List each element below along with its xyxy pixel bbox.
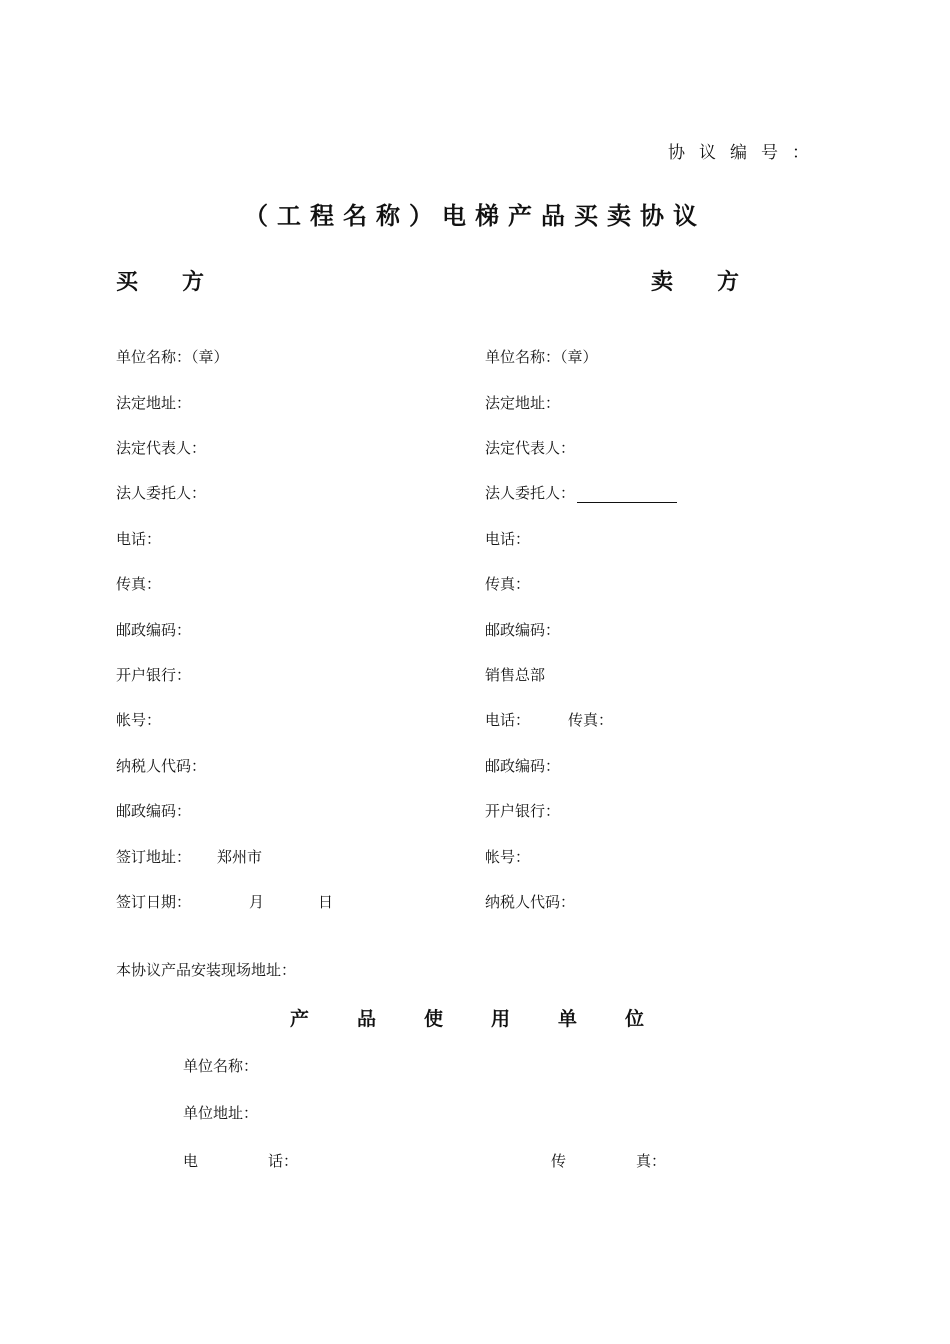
buyer-legal-address: 法定地址：: [116, 394, 192, 412]
seller-account: 帐号：: [485, 848, 531, 866]
buyer-phone: 电话：: [116, 530, 162, 548]
buyer-postal-code-2: 邮政编码：: [116, 802, 192, 820]
seller-phone: 电话：: [485, 530, 531, 548]
user-unit-phone-char2: 话：: [268, 1152, 299, 1170]
seller-authorized-agent: 法人委托人：: [485, 484, 576, 502]
buyer-account: 帐号：: [116, 711, 162, 729]
seller-company-name: 单位名称：（章）: [485, 348, 598, 366]
seller-heading: 卖方: [651, 269, 784, 295]
install-site-label: 本协议产品安装现场地址：: [116, 961, 297, 979]
buyer-signing-date-label: 签订日期：: [116, 893, 192, 911]
buyer-heading: 买方: [116, 269, 249, 295]
user-unit-company-name: 单位名称：: [183, 1057, 259, 1075]
seller-legal-representative: 法定代表人：: [485, 439, 576, 457]
document-title: （工程名称）电梯产品买卖协议: [244, 201, 706, 230]
seller-authorized-agent-blank: [577, 486, 677, 503]
buyer-legal-representative: 法定代表人：: [116, 439, 207, 457]
buyer-fax: 传真：: [116, 575, 162, 593]
seller-legal-address: 法定地址：: [485, 394, 561, 412]
buyer-signing-place-value: 郑州市: [217, 848, 263, 866]
user-unit-heading: 产品使用单位: [290, 1008, 693, 1030]
user-unit-company-address: 单位地址：: [183, 1104, 259, 1122]
buyer-signing-place-label: 签订地址：: [116, 848, 192, 866]
seller-fax: 传真：: [485, 575, 531, 593]
seller-hq-phone: 电话：: [485, 711, 531, 729]
user-unit-phone-char1: 电: [183, 1152, 199, 1170]
seller-sales-hq: 销售总部: [485, 666, 546, 684]
buyer-bank: 开户银行：: [116, 666, 192, 684]
agreement-number-label: 协议编号：: [668, 143, 823, 163]
buyer-signing-date-month: 月: [249, 893, 265, 911]
user-unit-fax-char1: 传: [551, 1152, 567, 1170]
buyer-authorized-agent: 法人委托人：: [116, 484, 207, 502]
buyer-taxpayer-code: 纳税人代码：: [116, 757, 207, 775]
seller-taxpayer-code: 纳税人代码：: [485, 893, 576, 911]
buyer-signing-date-day: 日: [318, 893, 334, 911]
seller-postal-code: 邮政编码：: [485, 621, 561, 639]
seller-hq-fax: 传真：: [568, 711, 614, 729]
seller-bank: 开户银行：: [485, 802, 561, 820]
user-unit-fax-char2: 真：: [636, 1152, 667, 1170]
buyer-company-name: 单位名称：（章）: [116, 348, 229, 366]
buyer-postal-code: 邮政编码：: [116, 621, 192, 639]
seller-authorized-agent-row: [485, 483, 677, 503]
seller-hq-postal-code: 邮政编码：: [485, 757, 561, 775]
